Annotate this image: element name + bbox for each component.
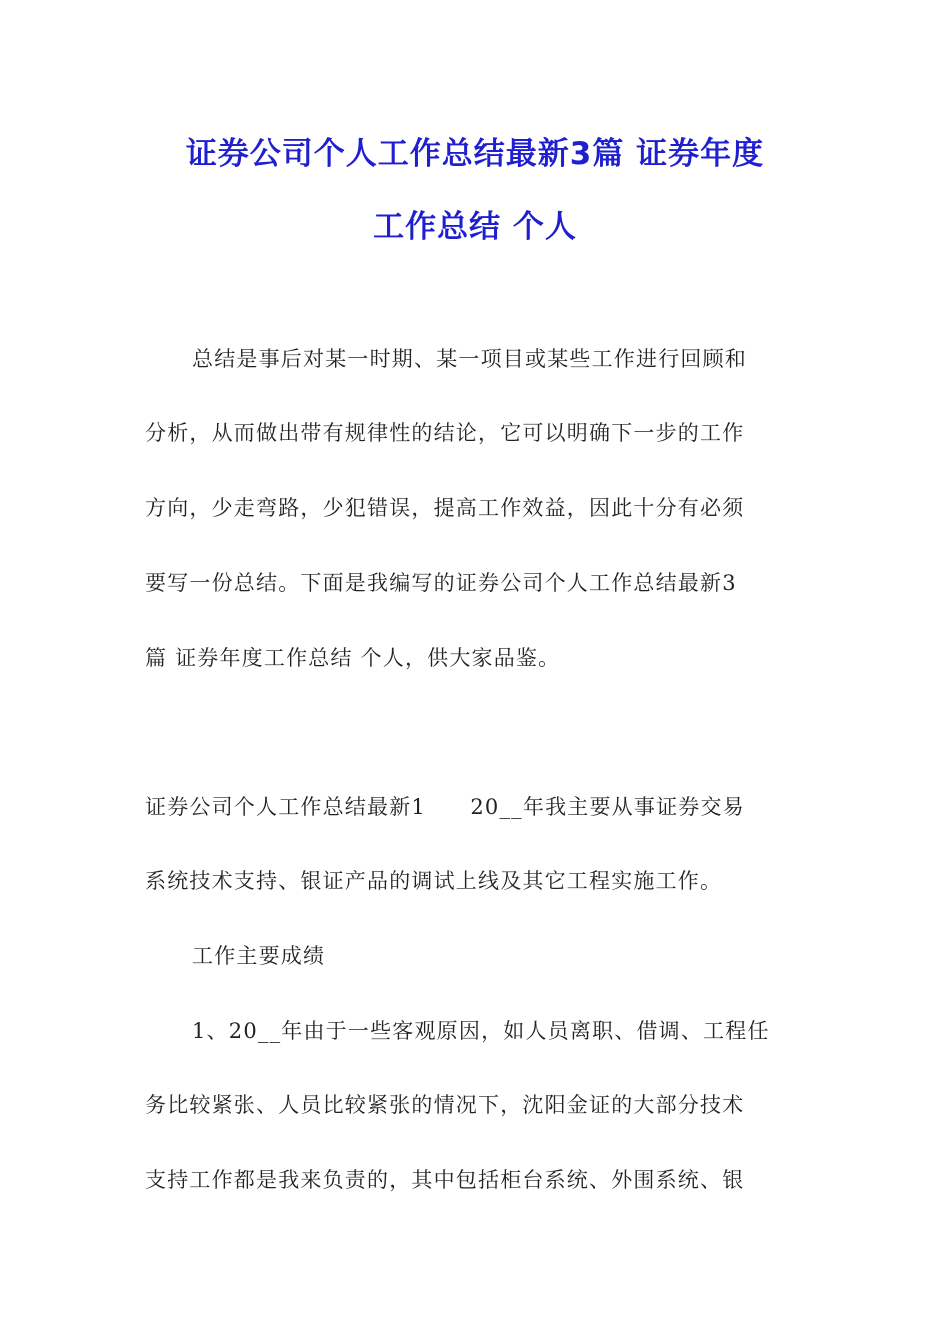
item-paragraph-line: 务比较紧张、人员比较紧张的情况下，沈阳金证的大部分技术	[145, 1093, 745, 1117]
section-subheading: 工作主要成绩	[192, 944, 326, 968]
document-title-line-2: 工作总结 个人	[373, 209, 577, 245]
intro-paragraph-line: 篇 证券年度工作总结 个人，供大家品鉴。	[145, 646, 561, 670]
section-paragraph-line: 证券公司个人工作总结最新1 20__年我主要从事证券交易	[145, 795, 745, 819]
section-paragraph-line: 系统技术支持、银证产品的调试上线及其它工程实施工作。	[145, 869, 723, 893]
document-title-line-1: 证券公司个人工作总结最新3篇 证券年度	[185, 136, 765, 172]
item-paragraph-line: 支持工作都是我来负责的，其中包括柜台系统、外围系统、银	[145, 1168, 745, 1192]
intro-paragraph-line: 分析，从而做出带有规律性的结论，它可以明确下一步的工作	[145, 421, 745, 445]
intro-paragraph-line: 方向，少走弯路，少犯错误，提高工作效益，因此十分有必须	[145, 496, 745, 520]
intro-paragraph-line: 要写一份总结。下面是我编写的证券公司个人工作总结最新3	[145, 571, 737, 595]
item-paragraph-line: 1、20__年由于一些客观原因，如人员离职、借调、工程任	[192, 1019, 770, 1043]
intro-paragraph-line: 总结是事后对某一时期、某一项目或某些工作进行回顾和	[192, 347, 747, 371]
